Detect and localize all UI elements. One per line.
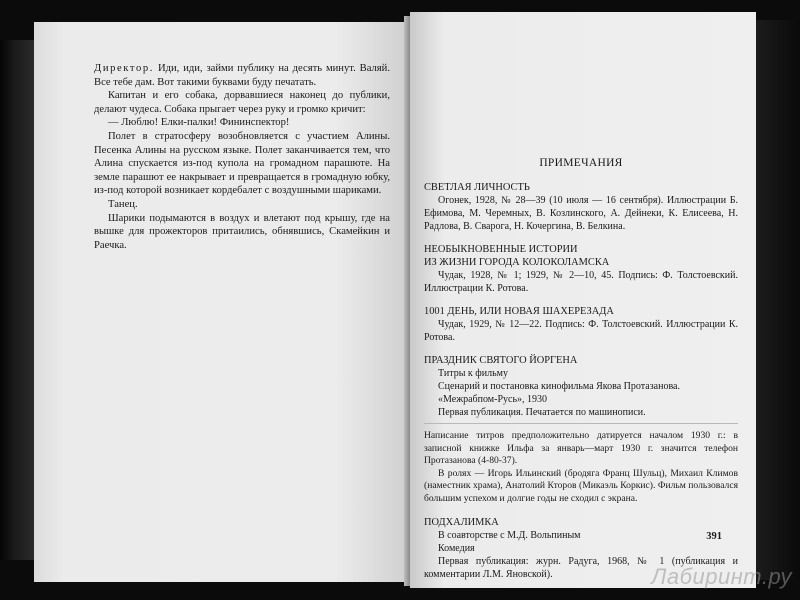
entry-text: Первая публикация: журн. Радуга, 1968, № 1 (публикация и комментарии Л.М. Яновской). bbox=[424, 555, 738, 580]
entry-text: Огонек, 1928, № 28—39 (10 июля — 16 сентября). Иллюстрации Б. Ефимова, М. Черемных, В. Козлинского, А. Дейнеки, К. Елисеева, Н. Радлова, В. Сварога, Н. Кочергина, В. Белкина. bbox=[424, 195, 738, 232]
commentary-text: В ролях — Игорь Ильинский (бродяга Франц Шульц), Михаил Климов (наместник храма), Анатолий Кторов (Микаэль Коркис). Фильм пользовался большим успехом и долгие годы не сходил с экрана. bbox=[424, 467, 738, 504]
entry-title: 1001 ДЕНЬ, ИЛИ НОВАЯ ШАХЕРЕЗАДА bbox=[424, 306, 614, 317]
entry-title: ПРАЗДНИК СВЯТОГО ЙОРГЕНА bbox=[424, 355, 578, 366]
commentary-text: Написание титров предположительно датируется началом 1930 г.: в записной книжке Ильфа за январь—март 1930 г. значится телефон Протазанова (4-80-37). bbox=[424, 430, 738, 467]
entry-title: СВЕТЛАЯ ЛИЧНОСТЬ bbox=[424, 182, 530, 193]
note-entry bbox=[424, 354, 738, 419]
note-entry bbox=[424, 243, 738, 295]
note-entry bbox=[424, 181, 738, 233]
left-page bbox=[34, 22, 410, 582]
note-entry bbox=[424, 305, 738, 344]
book-edge-left bbox=[0, 40, 34, 560]
paragraph: Полет в стратосферу возобновляется с участием Алины. Песенка Алины на русском языке. Полет заканчивается тем, что Алина спускается из-под купола на громадном парашюте. На земле парашют ее накрывает и превращается в громадную юбку, из-под которой возникает кордебалет с воздушными шариками. bbox=[94, 130, 390, 197]
paragraph-director bbox=[94, 62, 390, 89]
paragraph: Шарики подымаются в воздух и влетают под крышу, где на вышке для прожекторов притаились, обнявшись, Скамейкин и Раечка. bbox=[94, 212, 390, 251]
divider bbox=[424, 423, 738, 424]
watermark-logo: Лабиринт.ру bbox=[651, 564, 792, 589]
paragraph: Капитан и его собака, дорвавшиеся наконец до публики, делают чудеса. Собака прыгает через руку и громко кричит: bbox=[94, 90, 390, 115]
entry-title: ПОДХАЛИМКА bbox=[424, 516, 499, 528]
entry-text: Первая публикация. Печатается по машинописи. bbox=[438, 407, 646, 418]
entry-title: ИЗ ЖИЗНИ ГОРОДА КОЛОКОЛАМСКА bbox=[424, 257, 610, 268]
paragraph: Танец. bbox=[108, 198, 138, 210]
entry-text: Чудак, 1929, № 12—22. Подпись: Ф. Толстоевский. Иллюстрации К. Ротова. bbox=[424, 319, 738, 343]
speaker-name: Директор. bbox=[94, 63, 155, 74]
paragraph-text: Иди, иди, займи публику на десять минут. Валяй. Все тебе дам. Вот такими буквами буду печатать. bbox=[94, 63, 390, 88]
page-number: 391 bbox=[706, 531, 722, 542]
entry-text: Титры к фильму bbox=[438, 368, 508, 379]
paragraph: — Люблю! Елки-палки! Фининспектор! bbox=[108, 117, 290, 129]
notes-heading: ПРИМЕЧАНИЯ bbox=[539, 157, 623, 169]
right-page bbox=[410, 12, 756, 588]
entry-text: Чудак, 1928, № 1; 1929, № 2—10, 45. Подпись: Ф. Толстоевский. Иллюстрации К. Ротова. bbox=[424, 270, 738, 294]
entry-text: «Межрабпом-Русь», 1930 bbox=[438, 394, 548, 405]
commentary-block bbox=[424, 430, 738, 506]
entry-title: НЕОБЫКНОВЕННЫЕ ИСТОРИИ bbox=[424, 244, 578, 255]
entry-text: Сценарий и постановка кинофильма Якова Протазанова. bbox=[438, 381, 680, 392]
entry-text: Комедия bbox=[438, 542, 475, 554]
entry-text: В соавторстве с М.Д. Вольпиным bbox=[438, 529, 581, 541]
